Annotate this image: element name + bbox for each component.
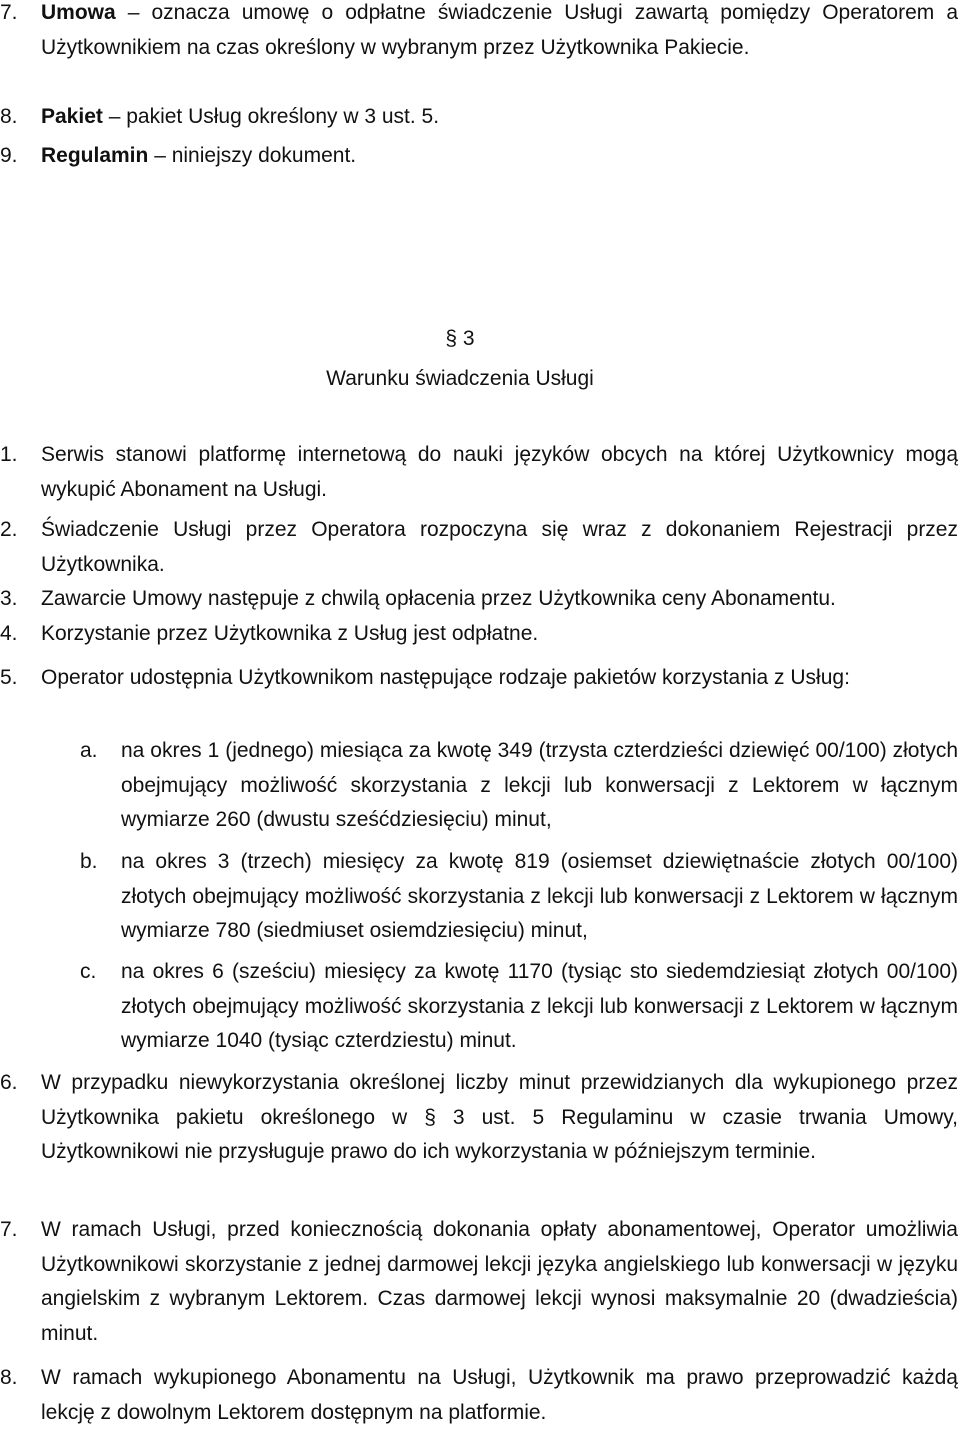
list-text: Korzystanie przez Użytkownika z Usług jest odpłatne.: [41, 622, 539, 645]
definition-regulamin: [0, 139, 958, 174]
list-text: Serwis stanowi platformę internetową do nauki języków obcych na której Użytkownicy mogą wykupić Abonament na Usługi.: [41, 443, 958, 501]
list-item: [0, 513, 958, 582]
list-letter: c.: [80, 960, 97, 983]
list-number: 2.: [0, 518, 18, 541]
list-number: 5.: [0, 666, 18, 689]
list-number: 1.: [0, 443, 18, 466]
defined-term: Regulamin: [41, 144, 149, 167]
definition-pakiet: [0, 100, 958, 135]
list-number: 4.: [0, 622, 18, 645]
defined-term: Pakiet: [41, 105, 103, 128]
definition-text: – oznacza umowę o odpłatne świadczenie Usługi zawartą pomiędzy Operatorem a Użytkownikiem na czas określony w wybranym przez Użytkownika Pakiecie.: [41, 1, 958, 59]
package-item: [80, 734, 958, 838]
definition-text: – niniejszy dokument.: [148, 144, 357, 167]
list-number: 8.: [0, 1366, 18, 1389]
list-letter: b.: [80, 850, 98, 873]
package-text: na okres 3 (trzech) miesięcy za kwotę 819 (osiemset dziewiętnaście złotych 00/100) złotych obejmujący możliwość skorzystania z lekcji lub konwersacji z Lektorem w łącznym wymiarze 780 (siedmiuset osiemdziesięciu) minut,: [121, 850, 958, 943]
list-text: Świadczenie Usługi przez Operatora rozpoczyna się wraz z dokonaniem Rejestracji przez Użytkownika.: [41, 518, 958, 576]
list-text: W ramach Usługi, przed koniecznością dokonania opłaty abonamentowej, Operator umożliwia Użytkownikowi skorzystanie z jednej darmowej lekcji języka angielskiego lub konwersacji w języku angielskim z wybranym Lektorem. Czas darmowej lekcji wynosi maksymalnie 20 (dwadzieścia) minut.: [41, 1218, 958, 1345]
list-number: 7.: [0, 1, 18, 24]
package-item: [80, 955, 958, 1059]
list-item: [0, 438, 958, 507]
list-number: 3.: [0, 587, 18, 610]
list-number: 9.: [0, 144, 18, 167]
package-text: na okres 6 (sześciu) miesięcy za kwotę 1170 (tysiąc sto siedemdziesiąt złotych 00/100) złotych obejmujący możliwość skorzystania z lekcji lub konwersacji z Lektorem w łącznym wymiarze 1040 (tysiąc czterdziestu) minut.: [121, 960, 958, 1053]
list-item: [0, 1361, 958, 1430]
list-text: Zawarcie Umowy następuje z chwilą opłacenia przez Użytkownika ceny Abonamentu.: [41, 587, 836, 610]
section-title: Warunku świadczenia Usługi: [326, 367, 594, 390]
list-item: [0, 1213, 958, 1351]
list-number: 6.: [0, 1071, 18, 1094]
list-text: W przypadku niewykorzystania określonej liczby minut przewidzianych dla wykupionego przez Użytkownika pakietu określonego w § 3 ust. 5 Regulaminu w czasie trwania Umowy, Użytkownikowi nie przysługuje prawo do ich wykorzystania w późniejszym terminie.: [41, 1071, 958, 1164]
list-item: [0, 661, 958, 696]
package-item: [80, 845, 958, 949]
list-text: Operator udostępnia Użytkownikom następujące rodzaje pakietów korzystania z Usług:: [41, 666, 850, 689]
defined-term: Umowa: [41, 1, 116, 24]
section-number: § 3: [445, 327, 475, 350]
list-number: 7.: [0, 1218, 18, 1241]
list-item: [0, 582, 958, 617]
list-item: [0, 1066, 958, 1170]
list-item: [0, 617, 958, 652]
list-letter: a.: [80, 739, 98, 762]
package-text: na okres 1 (jednego) miesiąca za kwotę 349 (trzysta czterdzieści dziewięć 00/100) złotych obejmujący możliwość skorzystania z lekcji lub konwersacji z Lektorem w łącznym wymiarze 260 (dwustu sześćdziesięciu) minut,: [121, 739, 958, 832]
definition-umowa: [0, 0, 958, 65]
list-text: W ramach wykupionego Abonamentu na Usługi, Użytkownik ma prawo przeprowadzić każdą lekcję z dowolnym Lektorem dostępnym na platformie.: [41, 1366, 958, 1424]
definition-text: – pakiet Usług określony w 3 ust. 5.: [102, 105, 440, 128]
list-number: 8.: [0, 105, 18, 128]
